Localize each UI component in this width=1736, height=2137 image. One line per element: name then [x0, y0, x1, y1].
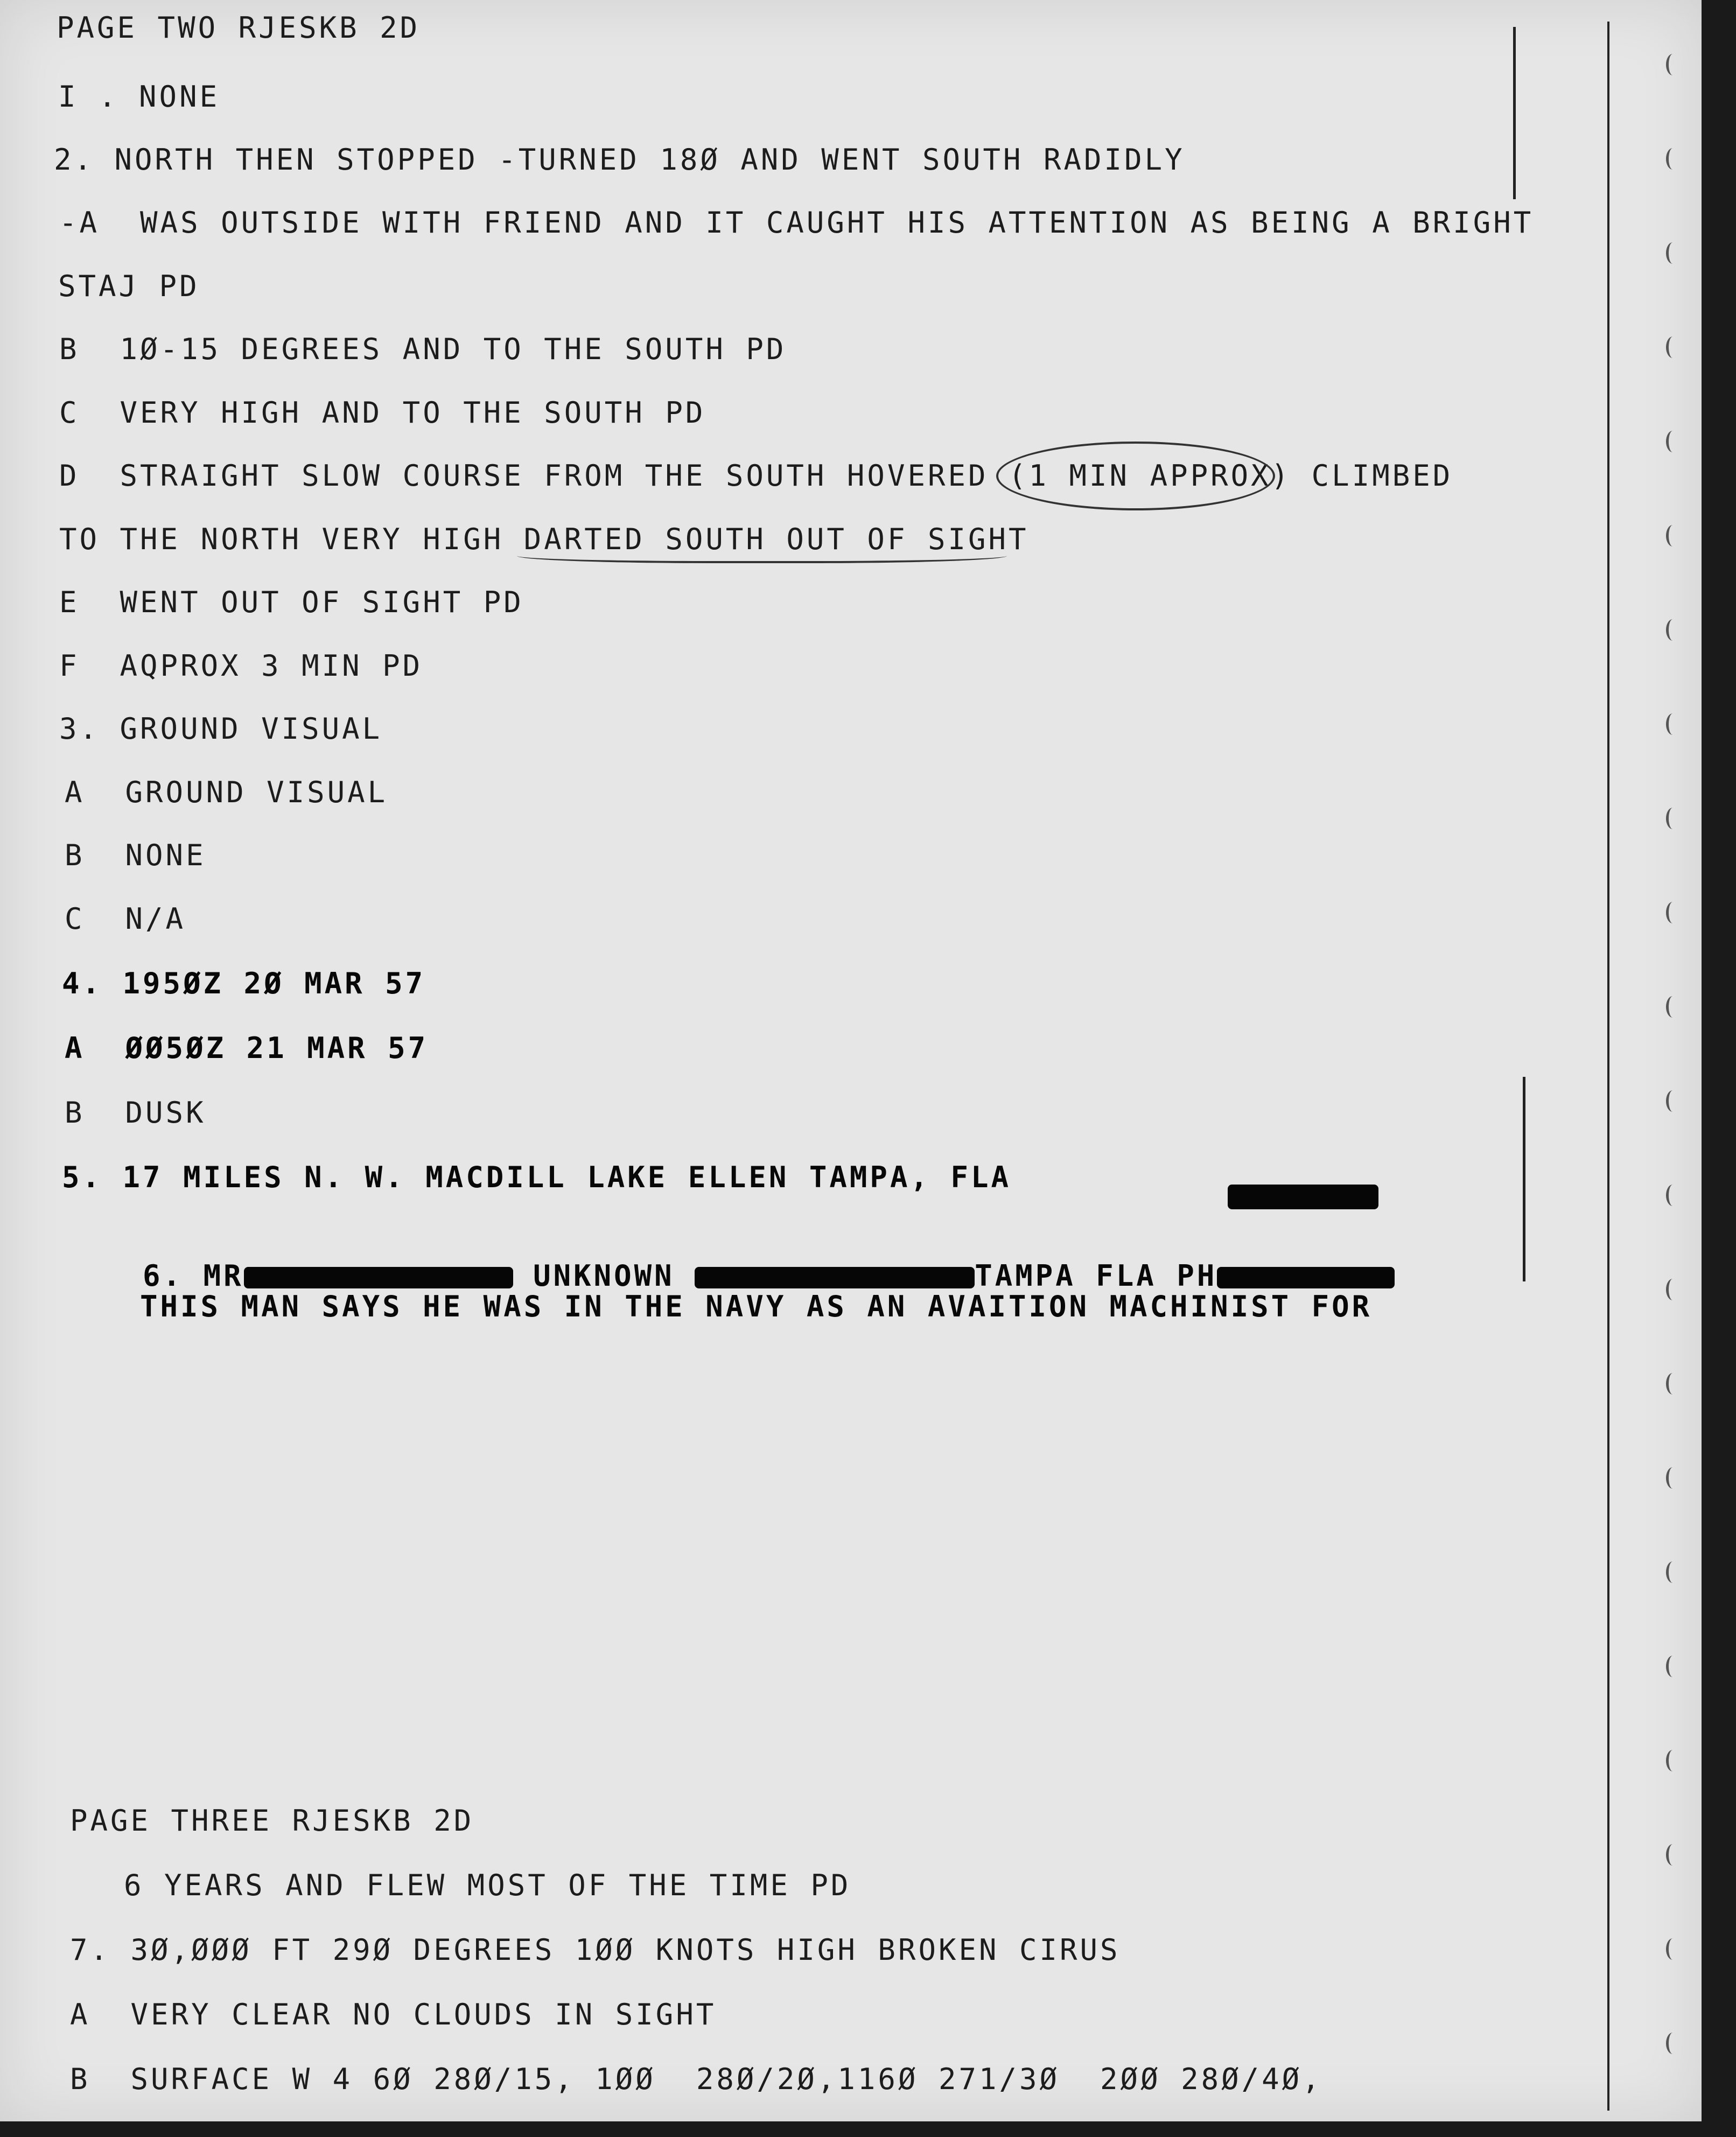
feed-hole	[1666, 1279, 1679, 1300]
feed-hole	[1666, 1656, 1679, 1677]
feed-hole	[1666, 337, 1679, 358]
feed-hole	[1666, 1373, 1679, 1395]
margin-rule	[1523, 1077, 1525, 1281]
feed-hole	[1666, 713, 1679, 735]
feed-hole	[1666, 1844, 1679, 1866]
text-line: B DUSK	[65, 1096, 206, 1130]
feed-hole	[1666, 996, 1679, 1018]
item-6-prefix: 6. MR	[143, 1259, 244, 1293]
feed-hole	[1666, 242, 1679, 264]
redaction-bar	[244, 1267, 513, 1288]
text-line: 2. NORTH THEN STOPPED -TURNED 18Ø AND WENT SOUTH RADIDLY	[54, 143, 1185, 177]
text-line: 7. 3Ø,ØØØ FT 29Ø DEGREES 1ØØ KNOTS HIGH BROKEN CIRUS	[70, 1933, 1121, 1967]
feed-hole	[1666, 1750, 1679, 1771]
text-line: B SURFACE W 4 6Ø 28Ø/15, 1ØØ 28Ø/2Ø,116Ø 271/3Ø 2ØØ 28Ø/4Ø,	[70, 2062, 1322, 2096]
tractor-feed-margin	[1626, 0, 1702, 2121]
text-line: A VERY CLEAR NO CLOUDS IN SIGHT	[70, 1998, 717, 2031]
text-line: B NONE	[65, 838, 206, 872]
text-line: D STRAIGHT SLOW COURSE FROM THE SOUTH HOVERED (1 MIN APPROX) CLIMBED	[59, 459, 1453, 493]
text-line: E WENT OUT OF SIGHT PD	[59, 585, 524, 619]
feed-hole	[1666, 619, 1679, 641]
feed-hole	[1666, 1090, 1679, 1112]
text-line: C VERY HIGH AND TO THE SOUTH PD	[59, 396, 706, 430]
feed-hole	[1666, 54, 1679, 75]
text-line: F AQPROX 3 MIN PD	[59, 649, 423, 683]
text-line: THIS MAN SAYS HE WAS IN THE NAVY AS AN AVAITION MACHINIST FOR	[140, 1290, 1373, 1323]
feed-hole	[1666, 1561, 1679, 1583]
text-line: TO THE NORTH VERY HIGH DARTED SOUTH OUT OF SIGHT	[59, 522, 1029, 556]
ink-underline-annotation	[517, 545, 1007, 563]
text-line: STAJ PD	[58, 269, 200, 303]
text-line: PAGE TWO RJESKB 2D	[57, 11, 421, 45]
feed-hole	[1666, 1185, 1679, 1206]
feed-hole	[1666, 1938, 1679, 1960]
item-6-line	[62, 1225, 1395, 1327]
redaction-bar	[1228, 1185, 1378, 1209]
item-6-unknown: UNKNOWN	[513, 1259, 695, 1293]
text-line: 4. 195ØZ 2Ø MAR 57	[62, 966, 426, 1000]
redaction-bar	[1217, 1267, 1395, 1288]
text-line: C N/A	[65, 902, 186, 936]
page-edge-rule	[1607, 22, 1609, 2111]
feed-hole	[1666, 1467, 1679, 1489]
item-6-location: TAMPA FLA PH	[975, 1259, 1217, 1293]
text-line: 5. 17 MILES N. W. MACDILL LAKE ELLEN TAMPA, FLA	[62, 1160, 1012, 1194]
margin-rule	[1513, 27, 1516, 199]
feed-hole	[1666, 902, 1679, 923]
text-line: 3. GROUND VISUAL	[59, 712, 383, 746]
feed-hole	[1666, 148, 1679, 170]
feed-hole	[1666, 808, 1679, 829]
text-line: A ØØ5ØZ 21 MAR 57	[65, 1031, 429, 1065]
feed-hole	[1666, 431, 1679, 452]
text-line: -A WAS OUTSIDE WITH FRIEND AND IT CAUGHT HIS ATTENTION AS BEING A BRIGHT	[59, 206, 1534, 240]
text-line: B 1Ø-15 DEGREES AND TO THE SOUTH PD	[59, 332, 787, 366]
feed-hole	[1666, 2033, 1679, 2054]
feed-hole	[1666, 525, 1679, 546]
redaction-bar	[695, 1267, 975, 1288]
text-line: A GROUND VISUAL	[65, 775, 388, 809]
ink-circle-annotation	[996, 442, 1275, 510]
text-line: 6 YEARS AND FLEW MOST OF THE TIME PD	[124, 1868, 851, 1902]
text-line: PAGE THREE RJESKB 2D	[70, 1804, 474, 1838]
text-line: I . NONE	[58, 80, 220, 114]
